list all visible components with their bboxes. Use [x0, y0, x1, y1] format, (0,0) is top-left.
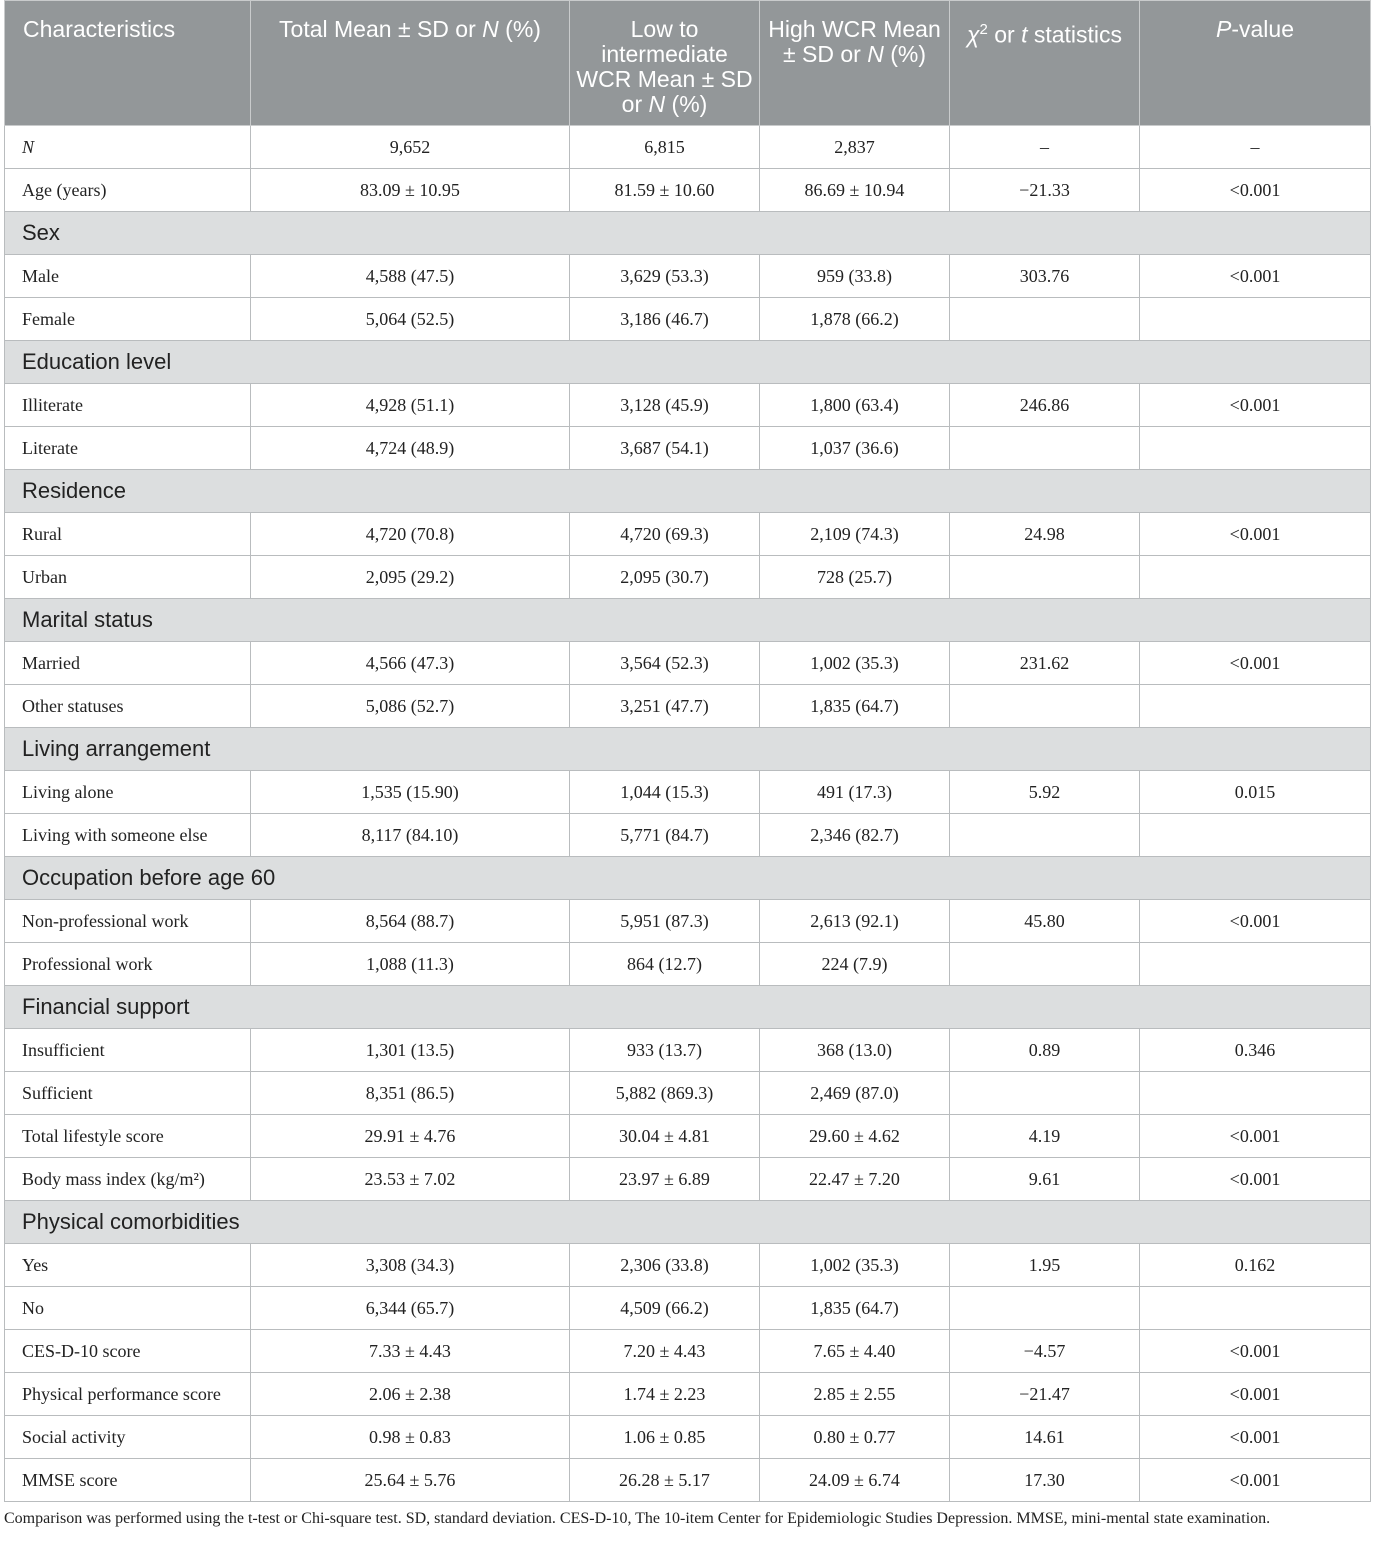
cell-low-wcr: 7.20 ± 4.43	[570, 1330, 760, 1373]
table-row	[5, 1287, 1371, 1330]
cell-p-value	[1140, 814, 1371, 857]
cell-total: 7.33 ± 4.43	[251, 1330, 570, 1373]
cell-statistic: 246.86	[950, 384, 1140, 427]
row-label: No	[5, 1287, 251, 1330]
cell-low-wcr: 3,186 (46.7)	[570, 298, 760, 341]
table-row	[5, 169, 1371, 212]
row-label: Non-professional work	[5, 900, 251, 943]
cell-total: 9,652	[251, 126, 570, 169]
cell-high-wcr: 7.65 ± 4.40	[760, 1330, 950, 1373]
cell-total: 1,535 (15.90)	[251, 771, 570, 814]
section-label: Marital status	[5, 599, 1371, 642]
cell-p-value: <0.001	[1140, 513, 1371, 556]
cell-statistic: 14.61	[950, 1416, 1140, 1459]
cell-high-wcr: 86.69 ± 10.94	[760, 169, 950, 212]
cell-high-wcr: 491 (17.3)	[760, 771, 950, 814]
table-row	[5, 642, 1371, 685]
cell-total: 4,566 (47.3)	[251, 642, 570, 685]
cell-statistic: −21.33	[950, 169, 1140, 212]
cell-statistic: –	[950, 126, 1140, 169]
table-row	[5, 126, 1371, 169]
header-low-wcr: Low to intermediate WCR Mean ± SD or N (%)	[570, 1, 760, 126]
cell-statistic: 0.89	[950, 1029, 1140, 1072]
cell-statistic: −4.57	[950, 1330, 1140, 1373]
cell-high-wcr: 1,002 (35.3)	[760, 1244, 950, 1287]
cell-total: 1,301 (13.5)	[251, 1029, 570, 1072]
cell-low-wcr: 4,509 (66.2)	[570, 1287, 760, 1330]
cell-high-wcr: 0.80 ± 0.77	[760, 1416, 950, 1459]
cell-low-wcr: 5,771 (84.7)	[570, 814, 760, 857]
section-label: Physical comorbidities	[5, 1201, 1371, 1244]
cell-p-value: <0.001	[1140, 900, 1371, 943]
cell-p-value	[1140, 1072, 1371, 1115]
cell-low-wcr: 1.06 ± 0.85	[570, 1416, 760, 1459]
cell-low-wcr: 2,306 (33.8)	[570, 1244, 760, 1287]
table-row	[5, 1072, 1371, 1115]
row-label: CES-D-10 score	[5, 1330, 251, 1373]
row-label: Body mass index (kg/m²)	[5, 1158, 251, 1201]
cell-total: 8,564 (88.7)	[251, 900, 570, 943]
cell-statistic: 303.76	[950, 255, 1140, 298]
header-high-wcr: High WCR Mean ± SD or N (%)	[760, 1, 950, 126]
row-label: Professional work	[5, 943, 251, 986]
cell-high-wcr: 1,835 (64.7)	[760, 685, 950, 728]
cell-p-value	[1140, 1287, 1371, 1330]
cell-statistic	[950, 1287, 1140, 1330]
cell-low-wcr: 5,882 (869.3)	[570, 1072, 760, 1115]
cell-low-wcr: 3,251 (47.7)	[570, 685, 760, 728]
section-row	[5, 599, 1371, 642]
cell-statistic: 231.62	[950, 642, 1140, 685]
row-label: Female	[5, 298, 251, 341]
header-total: Total Mean ± SD or N (%)	[251, 1, 570, 126]
cell-p-value: <0.001	[1140, 1459, 1371, 1502]
cell-low-wcr: 864 (12.7)	[570, 943, 760, 986]
cell-low-wcr: 1,044 (15.3)	[570, 771, 760, 814]
cell-low-wcr: 81.59 ± 10.60	[570, 169, 760, 212]
cell-p-value: <0.001	[1140, 1158, 1371, 1201]
header-characteristics: Characteristics	[5, 1, 251, 126]
header-statistics: $\chi^2$ or t statistics	[950, 1, 1140, 126]
section-label: Occupation before age 60	[5, 857, 1371, 900]
section-row	[5, 212, 1371, 255]
section-row	[5, 728, 1371, 771]
cell-p-value: <0.001	[1140, 1373, 1371, 1416]
table-row	[5, 1416, 1371, 1459]
section-row	[5, 341, 1371, 384]
row-label: Illiterate	[5, 384, 251, 427]
cell-low-wcr: 23.97 ± 6.89	[570, 1158, 760, 1201]
section-row	[5, 1201, 1371, 1244]
cell-p-value: 0.346	[1140, 1029, 1371, 1072]
cell-statistic: 5.92	[950, 771, 1140, 814]
cell-total: 25.64 ± 5.76	[251, 1459, 570, 1502]
cell-total: 4,724 (48.9)	[251, 427, 570, 470]
cell-statistic	[950, 814, 1140, 857]
cell-p-value: <0.001	[1140, 255, 1371, 298]
table-row	[5, 814, 1371, 857]
cell-p-value: <0.001	[1140, 384, 1371, 427]
cell-p-value	[1140, 685, 1371, 728]
cell-total: 83.09 ± 10.95	[251, 169, 570, 212]
header-p-value: P-value	[1140, 1, 1371, 126]
cell-high-wcr: 224 (7.9)	[760, 943, 950, 986]
table-row	[5, 513, 1371, 556]
row-label: Physical performance score	[5, 1373, 251, 1416]
table-row	[5, 384, 1371, 427]
row-label: Living with someone else	[5, 814, 251, 857]
table-row	[5, 685, 1371, 728]
section-row	[5, 470, 1371, 513]
cell-statistic: 4.19	[950, 1115, 1140, 1158]
row-label: N	[5, 126, 251, 169]
cell-high-wcr: 2,469 (87.0)	[760, 1072, 950, 1115]
cell-low-wcr: 933 (13.7)	[570, 1029, 760, 1072]
cell-high-wcr: 29.60 ± 4.62	[760, 1115, 950, 1158]
row-label: Insufficient	[5, 1029, 251, 1072]
section-label: Sex	[5, 212, 1371, 255]
cell-statistic: 45.80	[950, 900, 1140, 943]
cell-p-value: <0.001	[1140, 642, 1371, 685]
section-label: Living arrangement	[5, 728, 1371, 771]
cell-high-wcr: 1,800 (63.4)	[760, 384, 950, 427]
characteristics-table	[4, 0, 1371, 1502]
cell-p-value: <0.001	[1140, 1115, 1371, 1158]
section-label: Financial support	[5, 986, 1371, 1029]
table-row	[5, 771, 1371, 814]
table-body	[5, 126, 1371, 1502]
cell-statistic	[950, 685, 1140, 728]
table-container	[4, 0, 1370, 1502]
cell-low-wcr: 4,720 (69.3)	[570, 513, 760, 556]
cell-statistic: 17.30	[950, 1459, 1140, 1502]
cell-high-wcr: 1,878 (66.2)	[760, 298, 950, 341]
cell-p-value: –	[1140, 126, 1371, 169]
table-row	[5, 1029, 1371, 1072]
cell-total: 3,308 (34.3)	[251, 1244, 570, 1287]
cell-high-wcr: 1,002 (35.3)	[760, 642, 950, 685]
section-label: Residence	[5, 470, 1371, 513]
cell-p-value	[1140, 943, 1371, 986]
row-label: Urban	[5, 556, 251, 599]
row-label: MMSE score	[5, 1459, 251, 1502]
cell-high-wcr: 24.09 ± 6.74	[760, 1459, 950, 1502]
cell-total: 8,351 (86.5)	[251, 1072, 570, 1115]
cell-statistic: 1.95	[950, 1244, 1140, 1287]
cell-high-wcr: 959 (33.8)	[760, 255, 950, 298]
cell-total: 23.53 ± 7.02	[251, 1158, 570, 1201]
cell-high-wcr: 368 (13.0)	[760, 1029, 950, 1072]
cell-total: 1,088 (11.3)	[251, 943, 570, 986]
section-row	[5, 857, 1371, 900]
cell-p-value: <0.001	[1140, 1416, 1371, 1459]
table-row	[5, 1459, 1371, 1502]
cell-high-wcr: 1,037 (36.6)	[760, 427, 950, 470]
cell-p-value: 0.015	[1140, 771, 1371, 814]
row-label: Social activity	[5, 1416, 251, 1459]
cell-statistic	[950, 298, 1140, 341]
cell-statistic	[950, 1072, 1140, 1115]
cell-total: 2.06 ± 2.38	[251, 1373, 570, 1416]
cell-total: 5,086 (52.7)	[251, 685, 570, 728]
cell-total: 2,095 (29.2)	[251, 556, 570, 599]
row-label: Literate	[5, 427, 251, 470]
table-footnote: Comparison was performed using the t-test or Chi-square test. SD, standard deviation. CES-D-10, The 10-item Center for Epidemiologic Studies Depression. MMSE, mini-mental state examination.	[4, 1510, 1271, 1527]
cell-statistic	[950, 427, 1140, 470]
table-row	[5, 1330, 1371, 1373]
cell-high-wcr: 2,346 (82.7)	[760, 814, 950, 857]
row-label: Sufficient	[5, 1072, 251, 1115]
cell-p-value: <0.001	[1140, 1330, 1371, 1373]
row-label: Living alone	[5, 771, 251, 814]
cell-total: 29.91 ± 4.76	[251, 1115, 570, 1158]
cell-low-wcr: 1.74 ± 2.23	[570, 1373, 760, 1416]
section-row	[5, 986, 1371, 1029]
cell-low-wcr: 3,564 (52.3)	[570, 642, 760, 685]
cell-total: 4,928 (51.1)	[251, 384, 570, 427]
header-row	[5, 1, 1371, 126]
cell-total: 5,064 (52.5)	[251, 298, 570, 341]
cell-low-wcr: 5,951 (87.3)	[570, 900, 760, 943]
cell-high-wcr: 728 (25.7)	[760, 556, 950, 599]
row-label: Rural	[5, 513, 251, 556]
cell-high-wcr: 2,837	[760, 126, 950, 169]
cell-p-value	[1140, 427, 1371, 470]
cell-low-wcr: 2,095 (30.7)	[570, 556, 760, 599]
section-label: Education level	[5, 341, 1371, 384]
row-label: Other statuses	[5, 685, 251, 728]
cell-low-wcr: 3,629 (53.3)	[570, 255, 760, 298]
cell-p-value	[1140, 298, 1371, 341]
table-row	[5, 255, 1371, 298]
row-label: Age (years)	[5, 169, 251, 212]
cell-total: 6,344 (65.7)	[251, 1287, 570, 1330]
table-row	[5, 943, 1371, 986]
table-row	[5, 900, 1371, 943]
table-row	[5, 427, 1371, 470]
table-row	[5, 1115, 1371, 1158]
cell-statistic: −21.47	[950, 1373, 1140, 1416]
cell-total: 0.98 ± 0.83	[251, 1416, 570, 1459]
table-row	[5, 298, 1371, 341]
row-label: Yes	[5, 1244, 251, 1287]
cell-total: 8,117 (84.10)	[251, 814, 570, 857]
cell-low-wcr: 30.04 ± 4.81	[570, 1115, 760, 1158]
table-row	[5, 1158, 1371, 1201]
cell-low-wcr: 3,687 (54.1)	[570, 427, 760, 470]
cell-low-wcr: 3,128 (45.9)	[570, 384, 760, 427]
cell-statistic: 9.61	[950, 1158, 1140, 1201]
cell-statistic	[950, 943, 1140, 986]
cell-high-wcr: 2,613 (92.1)	[760, 900, 950, 943]
cell-low-wcr: 6,815	[570, 126, 760, 169]
cell-total: 4,720 (70.8)	[251, 513, 570, 556]
cell-statistic	[950, 556, 1140, 599]
cell-high-wcr: 2.85 ± 2.55	[760, 1373, 950, 1416]
cell-high-wcr: 22.47 ± 7.20	[760, 1158, 950, 1201]
cell-p-value	[1140, 556, 1371, 599]
table-row	[5, 1244, 1371, 1287]
cell-low-wcr: 26.28 ± 5.17	[570, 1459, 760, 1502]
cell-high-wcr: 1,835 (64.7)	[760, 1287, 950, 1330]
row-label: Married	[5, 642, 251, 685]
cell-p-value: <0.001	[1140, 169, 1371, 212]
cell-high-wcr: 2,109 (74.3)	[760, 513, 950, 556]
cell-statistic: 24.98	[950, 513, 1140, 556]
row-label: Male	[5, 255, 251, 298]
table-row	[5, 556, 1371, 599]
row-label: Total lifestyle score	[5, 1115, 251, 1158]
cell-total: 4,588 (47.5)	[251, 255, 570, 298]
table-row	[5, 1373, 1371, 1416]
cell-p-value: 0.162	[1140, 1244, 1371, 1287]
